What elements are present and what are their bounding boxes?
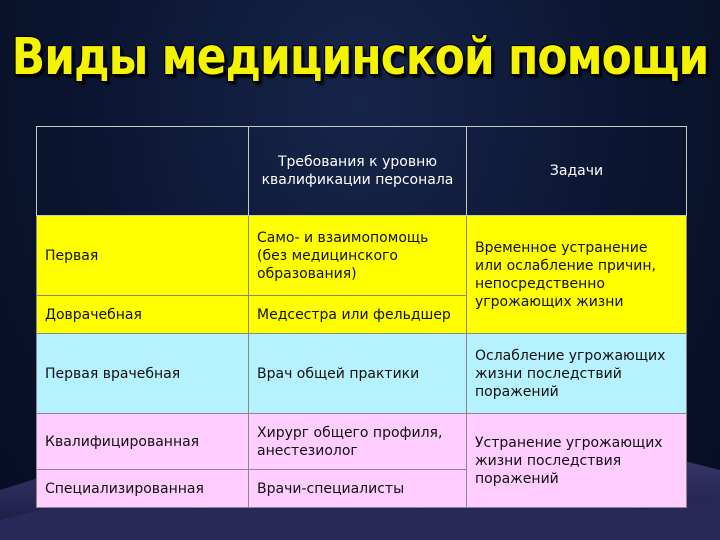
care-type: Квалифицированная [37,414,249,470]
header-tasks: Задачи [467,127,687,216]
header-staff: Требования к уровню квалификации персонала [249,127,467,216]
table-row [37,334,687,414]
task-cell: Устранение угрожающих жизни последствия поражений [467,414,687,508]
table-row [37,414,687,470]
staff-requirement: Хирург общего профиля, анестезиолог [249,414,467,470]
task-cell: Ослабление угрожающих жизни последствий поражений [467,334,687,414]
staff-requirement: Врач общей практики [249,334,467,414]
care-type: Первая врачебная [37,334,249,414]
care-type: Первая [37,216,249,296]
table-row [37,216,687,296]
medical-care-table [36,126,687,508]
staff-requirement: Само- и взаимопомощь (без медицинского образования) [249,216,467,296]
task-cell: Временное устранение или ослабление причин, непосредственно угрожающих жизни [467,216,687,334]
staff-requirement: Врачи-специалисты [249,470,467,508]
care-type: Специализированная [37,470,249,508]
staff-requirement: Медсестра или фельдшер [249,296,467,334]
slide-title: Виды медицинской помощи [11,28,709,87]
header-type [37,127,249,216]
table-header-row [37,127,687,216]
care-type: Доврачебная [37,296,249,334]
